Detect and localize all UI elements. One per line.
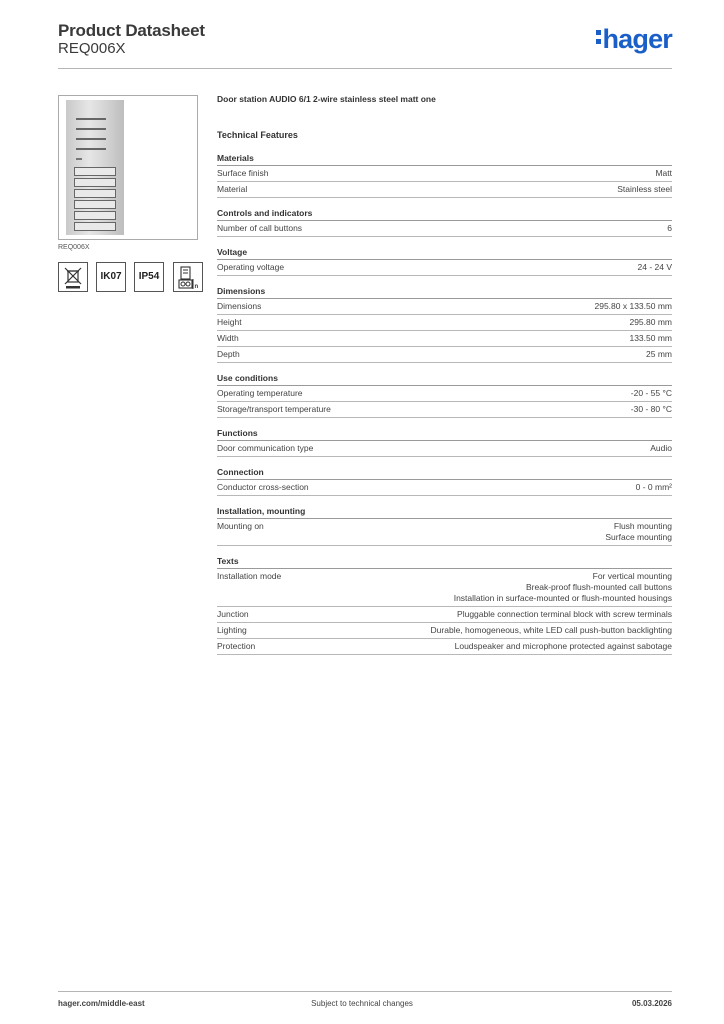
spec-row: [217, 480, 672, 496]
call-button-graphic: [74, 189, 116, 198]
spec-value: [595, 301, 673, 312]
spec-section: [217, 556, 672, 655]
spec-value-line: For vertical mounting: [592, 571, 672, 581]
spec-value: [431, 625, 672, 636]
spec-value: [629, 333, 672, 344]
spec-value: [655, 168, 672, 179]
spec-value: [629, 317, 672, 328]
spec-row: [217, 386, 672, 402]
spec-row: [217, 166, 672, 182]
spec-value-line: Break-proof flush-mounted call buttons: [526, 582, 672, 592]
spec-value: [454, 571, 672, 604]
section-title: Texts: [217, 556, 672, 569]
spec-value-line: Pluggable connection terminal block with screw terminals: [457, 609, 672, 619]
brand-name: hager: [602, 24, 672, 54]
spec-label: Surface finish: [217, 168, 269, 178]
spec-value-line: 6: [667, 223, 672, 233]
spec-label: Height: [217, 317, 242, 327]
spec-label: Conductor cross-section: [217, 482, 309, 492]
section-title: Connection: [217, 467, 672, 480]
spec-section: [217, 428, 672, 457]
flush-mount-icon: [173, 262, 203, 292]
spec-section: [217, 247, 672, 276]
spec-value: [605, 521, 672, 543]
call-button-graphic: [74, 200, 116, 209]
ip-rating-badge: IP54: [134, 262, 164, 292]
ik-rating-badge: IK07: [96, 262, 126, 292]
spec-value-line: Stainless steel: [617, 184, 672, 194]
spec-row: [217, 182, 672, 198]
spec-section: [217, 208, 672, 237]
spec-label: Width: [217, 333, 239, 343]
spec-value-line: Audio: [650, 443, 672, 453]
section-title: Dimensions: [217, 286, 672, 299]
technical-content: [217, 94, 672, 665]
spec-value-line: 295.80 x 133.50 mm: [594, 301, 672, 311]
section-title: Installation, mounting: [217, 506, 672, 519]
spec-label: Depth: [217, 349, 240, 359]
spec-label: Protection: [217, 641, 256, 651]
spec-value: [646, 349, 672, 360]
spec-label: Junction: [217, 609, 249, 619]
spec-value-line: 295.80 mm: [629, 317, 672, 327]
speaker-grille-slot: [76, 138, 106, 140]
call-button-graphic: [74, 178, 116, 187]
door-station-panel: [66, 100, 124, 235]
spec-value-line: 24 - 24 V: [637, 262, 672, 272]
spec-value-line: Durable, homogeneous, white LED call push-button backlighting: [430, 625, 672, 635]
spec-value: [631, 404, 672, 415]
spec-value: [667, 223, 672, 234]
product-description: Door station AUDIO 6/1 2-wire stainless steel matt one: [217, 94, 436, 104]
spec-value: [638, 262, 673, 273]
section-title: Voltage: [217, 247, 672, 260]
spec-section: [217, 373, 672, 418]
footer-website: hager.com/middle-east: [58, 999, 145, 1008]
footer-notice: Subject to technical changes: [311, 999, 413, 1008]
spec-label: Material: [217, 184, 248, 194]
spec-row: [217, 315, 672, 331]
call-button-graphic: [74, 222, 116, 231]
spec-label: Installation mode: [217, 571, 282, 581]
spec-value-line: 0 - 0 mm²: [635, 482, 672, 492]
product-reference: REQ006X: [58, 40, 126, 57]
spec-value: [650, 443, 672, 454]
page-title: Product Datasheet: [58, 21, 205, 40]
feature-sections: [217, 153, 672, 655]
spec-row: [217, 347, 672, 363]
section-title: Functions: [217, 428, 672, 441]
spec-value: [617, 184, 672, 195]
spec-value-line: -30 - 80 °C: [630, 404, 672, 414]
spec-label: Operating voltage: [217, 262, 285, 272]
spec-label: Operating temperature: [217, 388, 303, 398]
spec-label: Mounting on: [217, 521, 264, 531]
spec-value: [457, 609, 672, 620]
speaker-grille-slot: [76, 128, 106, 130]
spec-value-line: Installation in surface-mounted or flush-mounted housings: [453, 593, 672, 603]
image-caption: REQ006X: [58, 244, 90, 251]
technical-features-heading: Technical Features: [217, 130, 298, 140]
header-divider: [58, 68, 672, 69]
weee-bin-icon: [58, 262, 88, 292]
spec-row: [217, 623, 672, 639]
spec-label: Lighting: [217, 625, 247, 635]
section-title: Controls and indicators: [217, 208, 672, 221]
spec-row: [217, 402, 672, 418]
spec-row: [217, 331, 672, 347]
spec-label: Dimensions: [217, 301, 262, 311]
spec-value-line: 133.50 mm: [629, 333, 672, 343]
svg-text:n: n: [194, 284, 199, 290]
spec-value-line: Loudspeaker and microphone protected against sabotage: [454, 641, 672, 651]
spec-row: [217, 221, 672, 237]
section-title: Materials: [217, 153, 672, 166]
spec-row: [217, 299, 672, 315]
call-button-graphic: [74, 211, 116, 220]
spec-value-line: Surface mounting: [605, 532, 672, 542]
spec-row: [217, 639, 672, 655]
spec-row: [217, 441, 672, 457]
footer-date: 05.03.2026: [631, 999, 672, 1008]
footer-divider: [58, 991, 672, 992]
spec-value: [455, 641, 672, 652]
spec-label: Door communication type: [217, 443, 314, 453]
speaker-grille-slot: [76, 148, 106, 150]
speaker-grille-slot: [76, 118, 106, 120]
spec-section: [217, 467, 672, 496]
spec-label: Number of call buttons: [217, 223, 303, 233]
spec-row: [217, 260, 672, 276]
spec-value: [636, 482, 672, 493]
spec-row: [217, 607, 672, 623]
spec-row: [217, 569, 672, 607]
led-indicator: [76, 158, 82, 160]
logo-colon-icon: [596, 30, 601, 48]
spec-value: [631, 388, 672, 399]
spec-label: Storage/transport temperature: [217, 404, 331, 414]
spec-section: [217, 286, 672, 363]
spec-value-line: Matt: [655, 168, 672, 178]
spec-row: [217, 519, 672, 546]
product-image: [58, 95, 198, 240]
hager-logo: [596, 24, 672, 55]
spec-value-line: -20 - 55 °C: [630, 388, 672, 398]
spec-value-line: 25 mm: [646, 349, 672, 359]
spec-value-line: Flush mounting: [613, 521, 672, 531]
section-title: Use conditions: [217, 373, 672, 386]
call-button-graphic: [74, 167, 116, 176]
spec-section: [217, 506, 672, 546]
spec-section: [217, 153, 672, 198]
